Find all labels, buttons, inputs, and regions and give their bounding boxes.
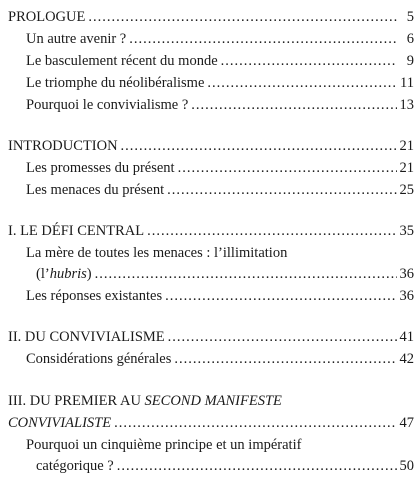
toc-subentry-label: Le triomphe du néolibéralisme <box>26 75 205 91</box>
page-number: 41 <box>399 329 414 345</box>
dot-leader <box>147 221 396 241</box>
dot-leader <box>207 73 397 93</box>
page-number: 21 <box>399 160 414 176</box>
dot-leader <box>121 136 397 156</box>
toc-entry-prologue[interactable] <box>8 7 414 27</box>
dot-leader <box>191 95 396 115</box>
toc-subentry[interactable] <box>26 158 414 178</box>
page-number: 13 <box>399 97 414 113</box>
toc-entry-title: II. DU CONVIVIALISME <box>8 329 165 345</box>
toc-entry-chapter-2[interactable] <box>8 327 414 347</box>
toc-subentry-label: Un autre avenir ? <box>26 31 127 47</box>
dot-leader <box>221 51 397 71</box>
toc-subentry[interactable] <box>26 29 414 49</box>
dot-leader <box>129 29 397 49</box>
paren-close: ) <box>86 266 92 282</box>
toc-entry-chapter-1[interactable] <box>8 221 414 241</box>
toc-entry-title: PROLOGUE <box>8 9 86 25</box>
dot-leader <box>165 286 396 306</box>
paren-open: (l’ <box>36 266 50 282</box>
toc-entry-title-line2: CONVIVIALISTE <box>8 415 112 431</box>
page-number: 42 <box>399 351 414 367</box>
dot-leader <box>88 7 397 27</box>
toc-subentry-label: Les promesses du présent <box>26 160 175 176</box>
toc-subentry[interactable] <box>26 95 414 115</box>
dot-leader <box>114 413 396 433</box>
page-number: 36 <box>399 266 414 282</box>
toc-subentry-label: Considérations générales <box>26 351 172 367</box>
page-number: 5 <box>406 9 414 25</box>
toc-entry-title-prefix: III. DU PREMIER AU <box>8 393 145 409</box>
page-number: 11 <box>400 75 414 91</box>
toc-subentry-label: Les réponses existantes <box>26 288 163 304</box>
toc-subentry-label: Pourquoi le convivialisme ? <box>26 97 189 113</box>
italic-term: hubris <box>49 266 87 282</box>
toc-entry-title: I. LE DÉFI CENTRAL <box>8 223 145 239</box>
toc-subentry[interactable] <box>36 456 414 476</box>
toc-entry-title: INTRODUCTION <box>8 138 118 154</box>
toc-entry-chapter-3-line1[interactable] <box>8 391 282 411</box>
toc-entry-chapter-3[interactable] <box>8 413 414 433</box>
toc-subentry[interactable] <box>26 349 414 369</box>
toc-subentry-label <box>36 264 92 284</box>
dot-leader <box>168 327 397 347</box>
page-number: 21 <box>399 138 414 154</box>
page-number: 50 <box>399 458 414 474</box>
page-number: 6 <box>406 31 414 47</box>
page-number: 47 <box>399 415 414 431</box>
toc-subentry[interactable] <box>26 51 414 71</box>
toc-subentry[interactable] <box>26 180 414 200</box>
page-number: 35 <box>399 223 414 239</box>
page-number: 25 <box>399 182 414 198</box>
toc-subentry-label: catégorique ? <box>36 458 114 474</box>
toc-subentry-line1[interactable]: Pourquoi un cinquième principe et un impératif <box>26 437 302 453</box>
toc-subentry-label: Le basculement récent du monde <box>26 53 218 69</box>
toc-subentry[interactable] <box>26 286 414 306</box>
toc-subentry[interactable] <box>26 73 414 93</box>
page-number: 36 <box>399 288 414 304</box>
toc-subentry[interactable] <box>36 264 414 284</box>
dot-leader <box>95 264 397 284</box>
toc-entry-title-italic: SECOND MANIFESTE <box>144 393 282 409</box>
dot-leader <box>117 456 397 476</box>
page-number: 9 <box>406 53 414 69</box>
toc-entry-introduction[interactable] <box>8 136 414 156</box>
toc-subentry-line1[interactable]: La mère de toutes les menaces : l’illimitation <box>26 245 288 261</box>
dot-leader <box>174 349 396 369</box>
dot-leader <box>167 180 396 200</box>
toc-subentry-label: Les menaces du présent <box>26 182 165 198</box>
dot-leader <box>178 158 397 178</box>
